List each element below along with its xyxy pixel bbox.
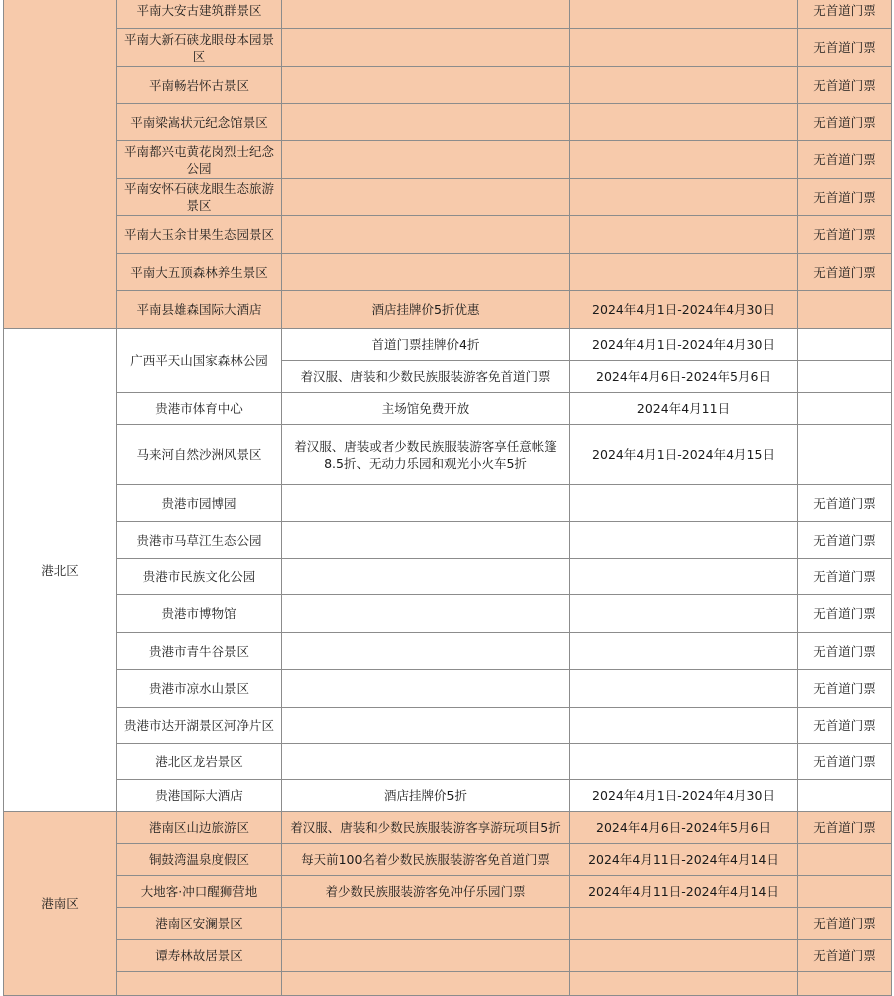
venue-cell: 贵港市园博园 [117, 485, 282, 522]
note-cell: 无首道门票 [798, 940, 892, 972]
date-cell [570, 216, 798, 254]
table-row [4, 972, 892, 996]
offer-cell [282, 708, 570, 744]
note-cell: 无首道门票 [798, 670, 892, 708]
date-cell [570, 522, 798, 559]
note-cell: 无首道门票 [798, 708, 892, 744]
table-row [4, 485, 892, 522]
offer-cell: 着汉服、唐装和少数民族服装游客享游玩项目5折 [282, 812, 570, 844]
table-row [4, 876, 892, 908]
venue-cell: 铜鼓湾温泉度假区 [117, 844, 282, 876]
note-cell: 无首道门票 [798, 141, 892, 179]
note-cell [798, 291, 892, 329]
venue-cell: 大地客·冲口醒狮营地 [117, 876, 282, 908]
offer-cell [282, 972, 570, 996]
table-row [4, 812, 892, 844]
date-cell [570, 744, 798, 780]
venue-cell: 平南梁嵩状元纪念馆景区 [117, 104, 282, 141]
venue-cell: 港北区龙岩景区 [117, 744, 282, 780]
venue-cell: 贵港市青牛谷景区 [117, 633, 282, 670]
note-cell: 无首道门票 [798, 179, 892, 216]
date-cell [570, 670, 798, 708]
date-cell: 2024年4月1日-2024年4月30日 [570, 329, 798, 361]
table-row [4, 216, 892, 254]
date-cell [570, 485, 798, 522]
offer-cell [282, 940, 570, 972]
offer-cell [282, 559, 570, 595]
note-cell [798, 361, 892, 393]
note-cell: 无首道门票 [798, 559, 892, 595]
table-row [4, 254, 892, 291]
offer-cell [282, 179, 570, 216]
note-cell: 无首道门票 [798, 908, 892, 940]
district-cell: 港南区 [4, 812, 117, 996]
date-cell [570, 179, 798, 216]
venue-cell: 平南大新石硖龙眼母本园景区 [117, 29, 282, 67]
date-cell [570, 940, 798, 972]
offer-cell [282, 0, 570, 29]
venue-cell: 港南区安澜景区 [117, 908, 282, 940]
offer-cell [282, 670, 570, 708]
venue-cell: 贵港市凉水山景区 [117, 670, 282, 708]
table-row [4, 291, 892, 329]
table-row [4, 633, 892, 670]
offer-cell: 酒店挂牌价5折 [282, 780, 570, 812]
date-cell: 2024年4月6日-2024年5月6日 [570, 361, 798, 393]
offer-cell [282, 141, 570, 179]
offer-cell [282, 104, 570, 141]
venue-cell: 贵港市马草江生态公园 [117, 522, 282, 559]
date-cell [570, 67, 798, 104]
offer-cell [282, 633, 570, 670]
offer-cell [282, 908, 570, 940]
date-cell [570, 908, 798, 940]
table-row [4, 179, 892, 216]
table-row [4, 559, 892, 595]
date-cell [570, 141, 798, 179]
table-row [4, 141, 892, 179]
note-cell: 无首道门票 [798, 812, 892, 844]
note-cell: 无首道门票 [798, 67, 892, 104]
venue-cell: 平南安怀石硖龙眼生态旅游景区 [117, 179, 282, 216]
date-cell: 2024年4月11日-2024年4月14日 [570, 844, 798, 876]
table-row [4, 104, 892, 141]
note-cell: 无首道门票 [798, 522, 892, 559]
venue-cell: 平南大安古建筑群景区 [117, 0, 282, 29]
offer-cell [282, 485, 570, 522]
note-cell: 无首道门票 [798, 104, 892, 141]
offer-cell: 着少数民族服装游客免冲仔乐园门票 [282, 876, 570, 908]
district-cell: 港北区 [4, 329, 117, 812]
venue-cell: 马来河自然沙洲风景区 [117, 425, 282, 485]
table-row [4, 708, 892, 744]
note-cell [798, 425, 892, 485]
offer-cell [282, 522, 570, 559]
offer-cell [282, 744, 570, 780]
date-cell [570, 0, 798, 29]
table-row [4, 844, 892, 876]
note-cell: 无首道门票 [798, 254, 892, 291]
offer-cell: 每天前100名着少数民族服装游客免首道门票 [282, 844, 570, 876]
table-row [4, 670, 892, 708]
venue-cell: 贵港市体育中心 [117, 393, 282, 425]
venue-cell: 平南畅岩怀古景区 [117, 67, 282, 104]
date-cell [570, 254, 798, 291]
date-cell: 2024年4月1日-2024年4月15日 [570, 425, 798, 485]
table-row [4, 329, 892, 361]
venue-cell: 贵港市民族文化公园 [117, 559, 282, 595]
date-cell [570, 595, 798, 633]
table-row [4, 595, 892, 633]
table-row [4, 780, 892, 812]
offer-cell [282, 29, 570, 67]
offer-cell [282, 254, 570, 291]
district-cell [4, 0, 117, 329]
offer-cell: 首道门票挂牌价4折 [282, 329, 570, 361]
note-cell: 无首道门票 [798, 0, 892, 29]
offer-cell [282, 595, 570, 633]
date-cell [570, 633, 798, 670]
table-row [4, 393, 892, 425]
note-cell [798, 876, 892, 908]
date-cell: 2024年4月1日-2024年4月30日 [570, 291, 798, 329]
date-cell: 2024年4月6日-2024年5月6日 [570, 812, 798, 844]
note-cell: 无首道门票 [798, 216, 892, 254]
date-cell [570, 559, 798, 595]
offer-cell [282, 216, 570, 254]
venue-cell: 贵港市博物馆 [117, 595, 282, 633]
venue-cell: 平南大玉余甘果生态园景区 [117, 216, 282, 254]
note-cell [798, 329, 892, 361]
table-body [4, 0, 892, 996]
note-cell: 无首道门票 [798, 595, 892, 633]
date-cell [570, 708, 798, 744]
offer-cell: 着汉服、唐装或者少数民族服装游客享任意帐篷8.5折、无动力乐园和观光小火车5折 [282, 425, 570, 485]
venue-cell: 贵港国际大酒店 [117, 780, 282, 812]
date-cell: 2024年4月11日-2024年4月14日 [570, 876, 798, 908]
note-cell: 无首道门票 [798, 29, 892, 67]
scenic-promotion-table [3, 0, 892, 996]
venue-cell [117, 972, 282, 996]
offer-cell [282, 67, 570, 104]
venue-cell: 贵港市达开湖景区河净片区 [117, 708, 282, 744]
venue-cell: 平南都兴屯黄花岗烈士纪念公园 [117, 141, 282, 179]
offer-cell: 着汉服、唐装和少数民族服装游客免首道门票 [282, 361, 570, 393]
date-cell: 2024年4月1日-2024年4月30日 [570, 780, 798, 812]
venue-cell: 平南县雄森国际大酒店 [117, 291, 282, 329]
venue-cell: 谭寿林故居景区 [117, 940, 282, 972]
note-cell [798, 393, 892, 425]
venue-cell: 广西平天山国家森林公园 [117, 329, 282, 393]
offer-cell: 酒店挂牌价5折优惠 [282, 291, 570, 329]
venue-cell: 港南区山边旅游区 [117, 812, 282, 844]
table-row [4, 67, 892, 104]
table-row [4, 425, 892, 485]
date-cell: 2024年4月11日 [570, 393, 798, 425]
date-cell [570, 972, 798, 996]
table-row [4, 522, 892, 559]
date-cell [570, 104, 798, 141]
offer-cell: 主场馆免费开放 [282, 393, 570, 425]
table-row [4, 940, 892, 972]
venue-cell: 平南大五顶森林养生景区 [117, 254, 282, 291]
note-cell [798, 844, 892, 876]
date-cell [570, 29, 798, 67]
note-cell [798, 972, 892, 996]
table-row [4, 0, 892, 29]
table-row [4, 744, 892, 780]
note-cell: 无首道门票 [798, 633, 892, 670]
note-cell [798, 780, 892, 812]
table-row [4, 908, 892, 940]
table-row [4, 29, 892, 67]
note-cell: 无首道门票 [798, 485, 892, 522]
note-cell: 无首道门票 [798, 744, 892, 780]
